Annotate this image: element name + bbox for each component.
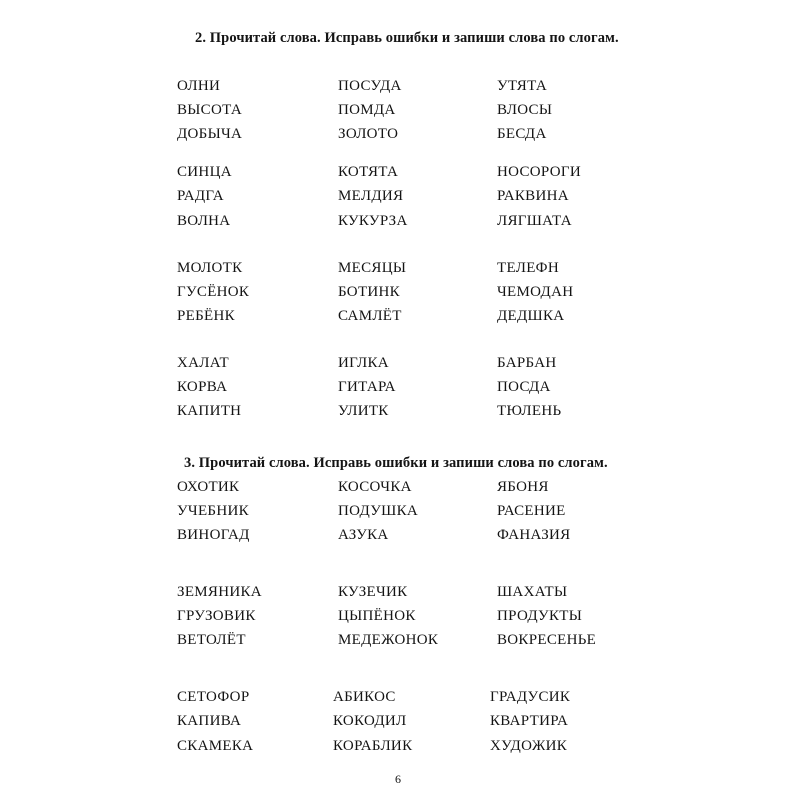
word: АЗУКА <box>338 527 389 543</box>
word-row <box>0 713 800 733</box>
word: ЗОЛОТО <box>338 126 399 142</box>
word: ПОМДА <box>338 102 396 118</box>
word: КОСОЧКА <box>338 479 412 495</box>
word: БАРБАН <box>497 355 557 371</box>
word-row <box>0 355 800 375</box>
word: БОТИНК <box>338 284 400 300</box>
word-row <box>0 632 800 652</box>
word: ЦЫПЁНОК <box>338 608 416 624</box>
word: ШАХАТЫ <box>497 584 568 600</box>
word: БЕСДА <box>497 126 547 142</box>
word: ФАНАЗИЯ <box>497 527 571 543</box>
word: ВОЛНА <box>177 213 231 229</box>
word-row <box>0 608 800 628</box>
word: МЕЛДИЯ <box>338 188 404 204</box>
word: ДЕДШКА <box>497 308 565 324</box>
word: ВЫСОТА <box>177 102 242 118</box>
word: АБИКОС <box>333 689 396 705</box>
word: МЕСЯЦЫ <box>338 260 407 276</box>
word: РАКВИНА <box>497 188 569 204</box>
word-row <box>0 102 800 122</box>
word-row <box>0 308 800 328</box>
word: СКАМЕКА <box>177 738 254 754</box>
word: ГРУЗОВИК <box>177 608 256 624</box>
word: МЕДЕЖОНОК <box>338 632 439 648</box>
word: СИНЦА <box>177 164 232 180</box>
word: НОСОРОГИ <box>497 164 581 180</box>
task-2-title: 2. Прочитай слова. Исправь ошибки и запиши слова по слогам. <box>195 30 619 46</box>
word: УЧЕБНИК <box>177 503 249 519</box>
word: КАПИТН <box>177 403 242 419</box>
word: ЯБОНЯ <box>497 479 549 495</box>
word: ТЮЛЕНЬ <box>497 403 562 419</box>
word-row <box>0 78 800 98</box>
word: КОТЯТА <box>338 164 399 180</box>
word: УЛИТК <box>338 403 389 419</box>
page-number: 6 <box>395 772 401 786</box>
word: РАДГА <box>177 188 224 204</box>
word-row <box>0 503 800 523</box>
word-row <box>0 527 800 547</box>
word: КВАРТИРА <box>490 713 569 729</box>
word: РЕБЁНК <box>177 308 235 324</box>
word: ВИНОГАД <box>177 527 250 543</box>
word: КАПИВА <box>177 713 242 729</box>
word-row <box>0 188 800 208</box>
word-row <box>0 260 800 280</box>
word: СЕТОФОР <box>177 689 250 705</box>
word: ПОДУШКА <box>338 503 419 519</box>
word-row <box>0 126 800 146</box>
word: КУКУРЗА <box>338 213 408 229</box>
word: ВЕТОЛЁТ <box>177 632 246 648</box>
word: КУЗЕЧИК <box>338 584 408 600</box>
word: ПОСУДА <box>338 78 402 94</box>
word: КОРАБЛИК <box>333 738 413 754</box>
task-3-title: 3. Прочитай слова. Исправь ошибки и запиши слова по слогам. <box>184 455 608 471</box>
word-row <box>0 164 800 184</box>
word-row <box>0 738 800 758</box>
word: ГРАДУСИК <box>490 689 571 705</box>
word: ДОБЫЧА <box>177 126 243 142</box>
word: РАСЕНИЕ <box>497 503 566 519</box>
word: ПОСДА <box>497 379 551 395</box>
word: КОКОДИЛ <box>333 713 407 729</box>
word: КОРВА <box>177 379 228 395</box>
word-row <box>0 379 800 399</box>
word: ВОКРЕСЕНЬЕ <box>497 632 597 648</box>
word: ЧЕМОДАН <box>497 284 574 300</box>
word: УТЯТА <box>497 78 547 94</box>
word: ВЛОСЫ <box>497 102 553 118</box>
word: ХАЛАТ <box>177 355 230 371</box>
word-row <box>0 213 800 233</box>
word: ПРОДУКТЫ <box>497 608 583 624</box>
word: ГИТАРА <box>338 379 396 395</box>
word-row <box>0 284 800 304</box>
word: ОЛНИ <box>177 78 221 94</box>
word-row <box>0 479 800 499</box>
word: САМЛЁТ <box>338 308 402 324</box>
word: ГУСЁНОК <box>177 284 250 300</box>
word-row <box>0 689 800 709</box>
word: ЗЕМЯНИКА <box>177 584 262 600</box>
word-row <box>0 584 800 604</box>
word: ИГЛКА <box>338 355 389 371</box>
word-row <box>0 403 800 423</box>
word: МОЛОТК <box>177 260 243 276</box>
word: ОХОТИК <box>177 479 240 495</box>
word: ТЕЛЕФН <box>497 260 559 276</box>
word: ХУДОЖИК <box>490 738 568 754</box>
word: ЛЯГШАТА <box>497 213 572 229</box>
